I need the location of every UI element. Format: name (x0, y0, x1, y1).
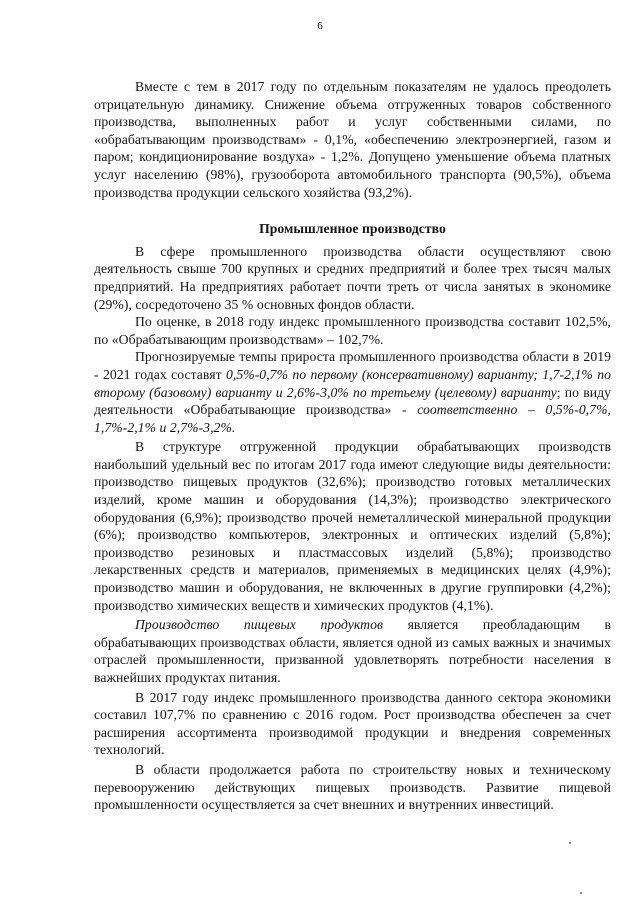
scan-speck (569, 842, 571, 844)
scan-speck (580, 892, 582, 894)
paragraph-food-index-2017: В 2017 году индекс промышленного производства данного сектора экономики составил 107,7% по сравнению с 2016 годом. Рост производства обеспечен за счет расширения ассортимента производимой продукции и внедрения современных технологий. (94, 689, 611, 758)
food-production-term: Производство пищевых продуктов (135, 617, 384, 633)
paragraph-forecast-rates (94, 348, 611, 436)
paragraph-2018-estimate: По оценке, в 2018 году индекс промышленного производства составит 102,5%, по «Обрабатывающим производствам» – 102,7%. (94, 314, 611, 347)
paragraph-food-investment: В области продолжается работа по строительству новых и техническому перевооружению действующих пищевых производств. Развитие пищевой промышленности осуществляется за счет внешних и внутренних инвестиций. (94, 761, 611, 813)
paragraph-food-production (94, 616, 611, 686)
document-body (94, 78, 611, 814)
paragraph-manufacturing-structure: В структуре отгруженной продукции обрабатывающих производств наибольший удельный вес по итогам 2017 года имеют следующие виды деятельности: производство пищевых продуктов (32,6%); производство готовых металлических изделий, кроме машин и оборудования (14,3%); производство электрического оборудования (6,9%); производство прочей неметаллической минеральной продукции (6%); производство компьютеров, электронных и оптических изделий (5,8%); производство резиновых и пластмассовых изделий (5,8%); производство лекарственных средств и материалов, применяемых в медицинских целях (4,9%); производство машин и оборудования, не включенных в другие группировки (4,2%); производство химических веществ и химических продуктов (4,1%). (94, 439, 611, 613)
forecast-intro-text: Прогнозируемые темпы прироста промышленного производства области в 2019 - 2021 годах составят (94, 349, 611, 382)
page-number: 6 (317, 20, 323, 32)
forecast-manufacturing-text: ; по виду деятельности «Обрабатывающие производства» - (94, 384, 611, 418)
food-production-text: является преобладающим в обрабатывающих производствах области, является одной из самых важных и значимых отраслей промышленности, призванной удовлетворять потребности населения в важнейших продуктах питания. (94, 617, 612, 685)
forecast-manufacturing-values: соответственно – 0,5%-0,7%, 1,7%-2,1% и 2,7%-3,2%. (94, 402, 611, 435)
section-heading-industrial-production: Промышленное производство (259, 221, 446, 237)
paragraph-industry-enterprises: В сфере промышленного производства области осуществляют свою деятельность свыше 700 крупных и средних предприятий и более трех тысяч малых предприятий. На предприятиях работает почти треть от числа занятых в экономике (29%), сосредоточено 35 % основных фондов области. (94, 243, 611, 312)
paragraph-negative-dynamics: Вместе с тем в 2017 году по отдельным показателям не удалось преодолеть отрицательную динамику. Снижение объема отгруженных товаров собственного производства, выполненных работ и услуг собственными силами, по «обрабатывающим производствам» - 0,1%, «обеспечению электроэнергией, газом и паром; кондиционирование воздуха» - 1,2%. Допущено уменьшение объема платных услуг населению (98%), грузооборота автомобильного транспорта (90,5%), объема производства продукции сельского хозяйства (93,2%). (94, 79, 611, 200)
forecast-variants-text: 0,5%-0,7% по первому (консервативному) варианту; 1,7-2,1% по второму (базовому) варианту и 2,6%-3,0% по третьему (целевому) варианту (94, 366, 611, 400)
